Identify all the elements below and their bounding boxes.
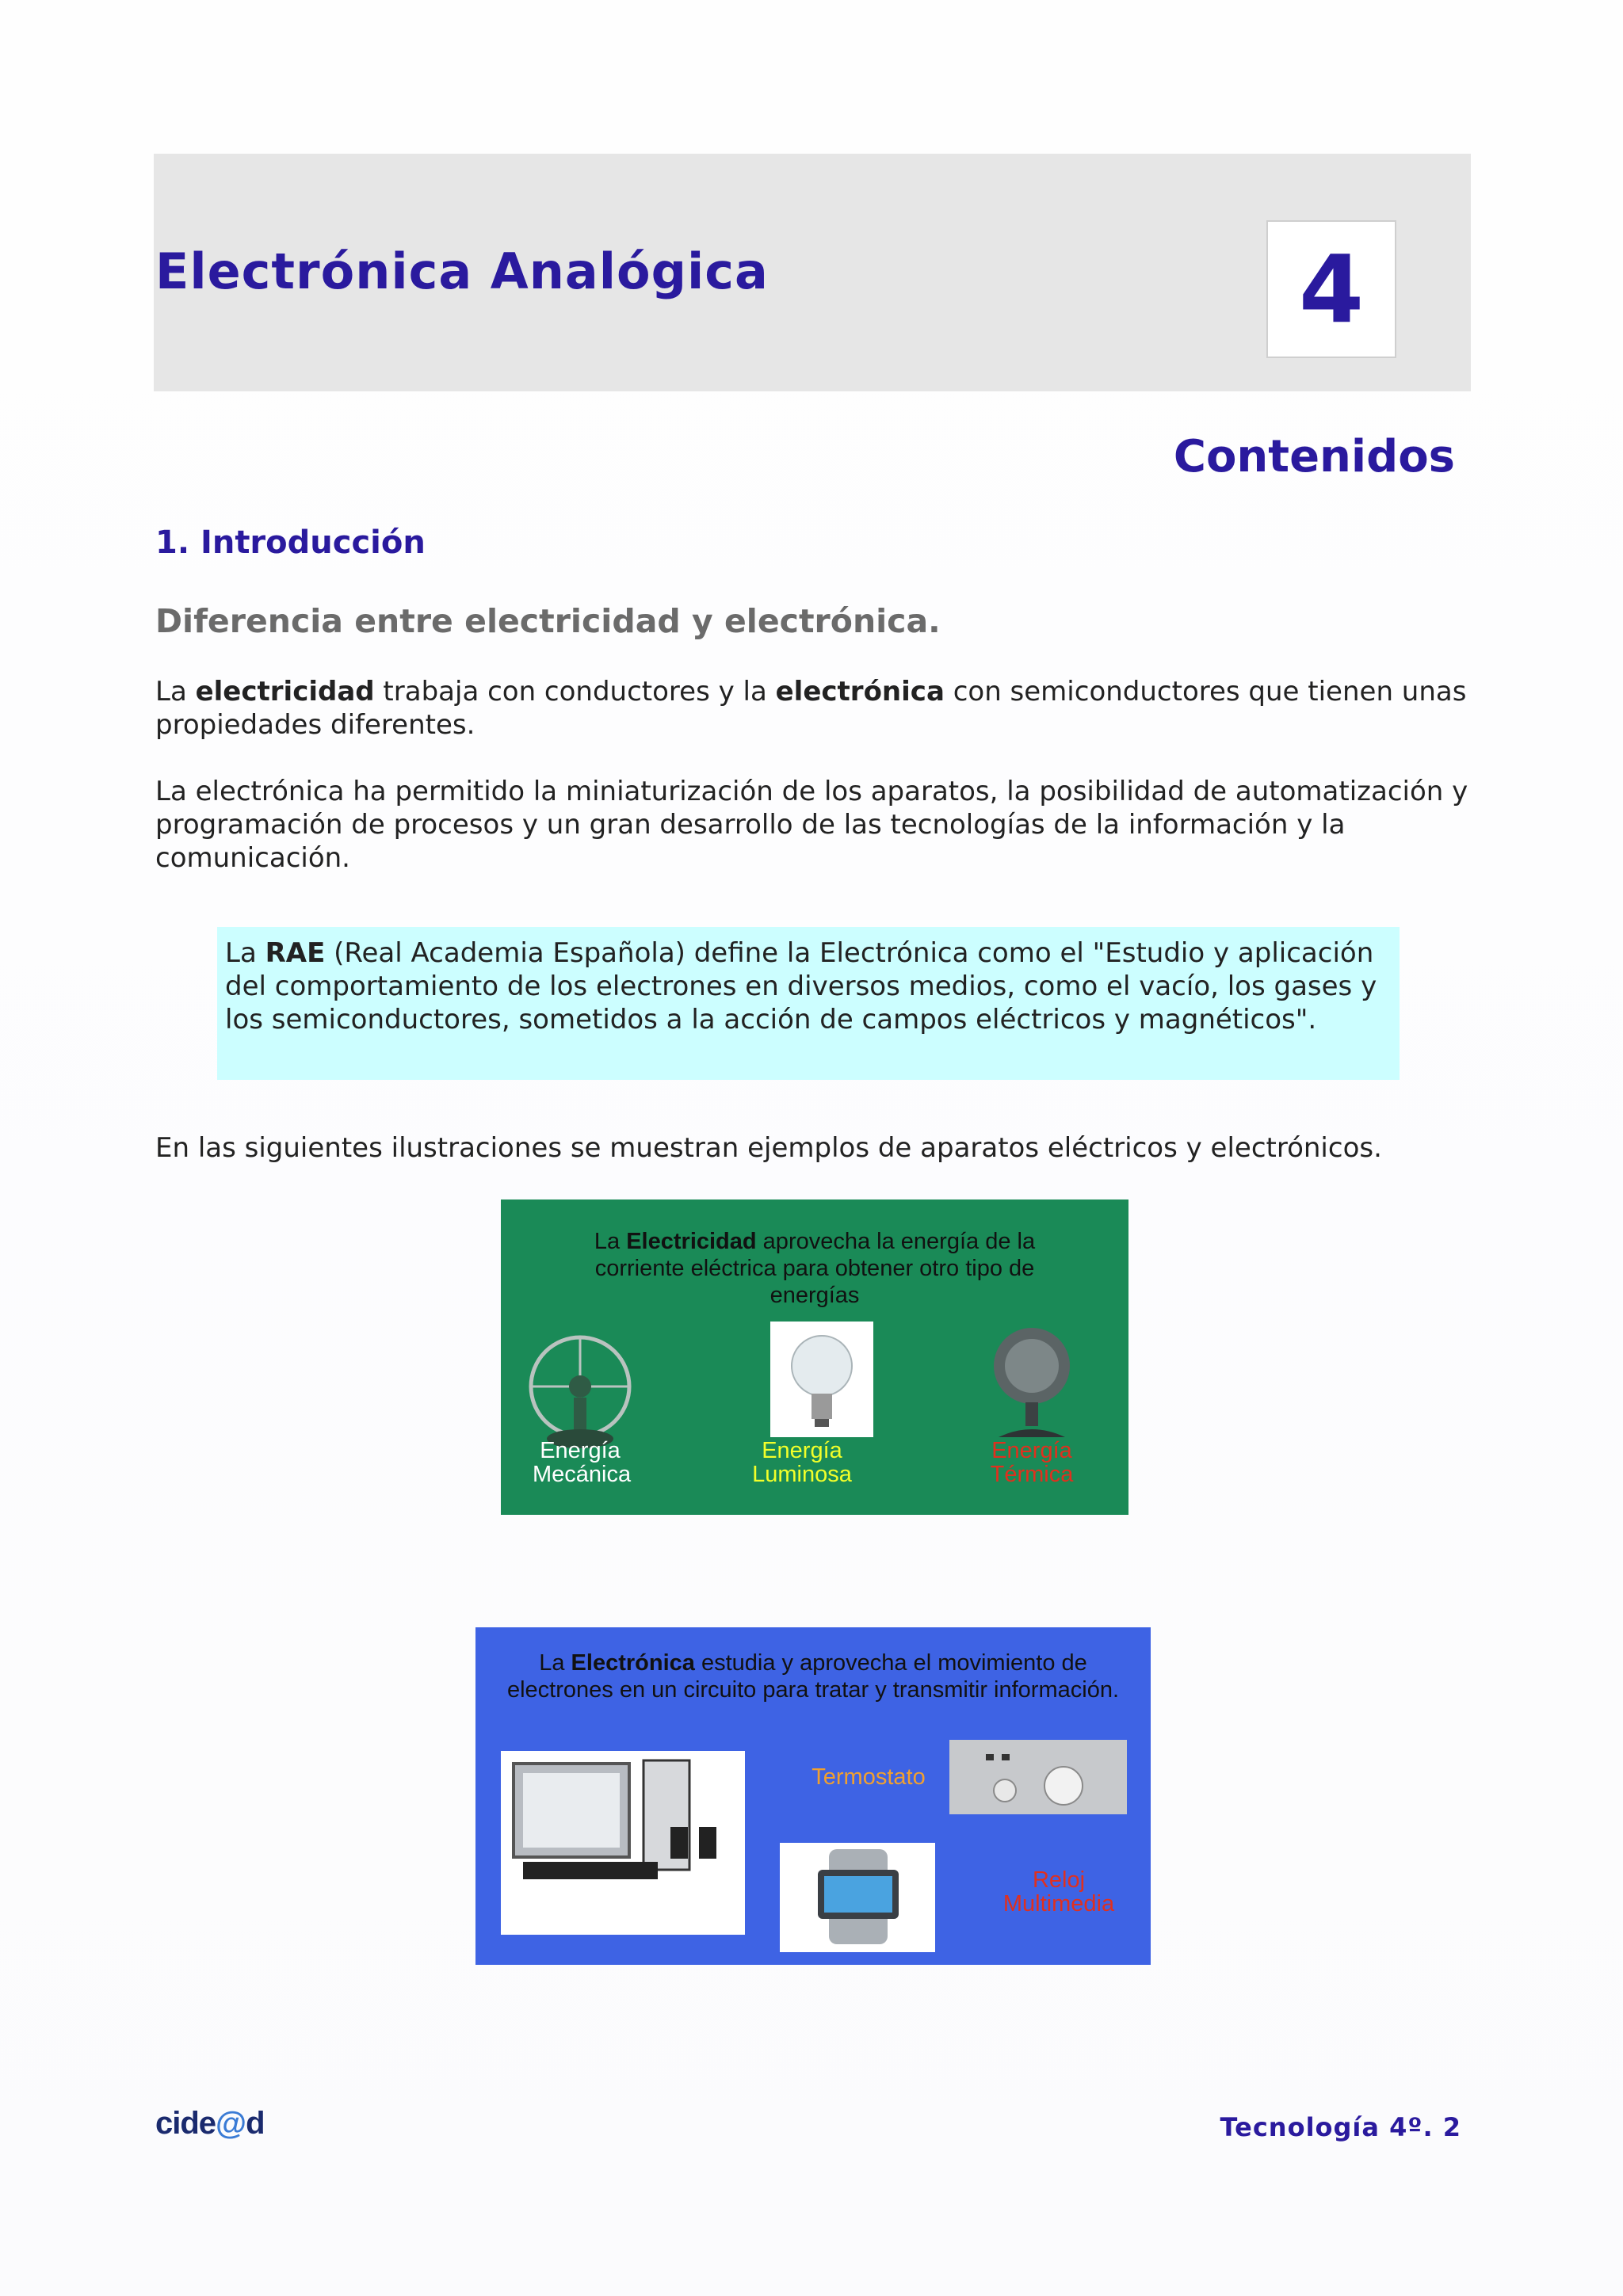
text: estudia y aprovecha el movimiento de electrones en un circuito para tratar y transmitir información. bbox=[506, 1650, 1120, 1703]
logo-text: cide bbox=[155, 2106, 216, 2141]
fan-icon bbox=[531, 1337, 629, 1448]
watch-icon bbox=[780, 1843, 935, 1952]
label-line: Energía bbox=[762, 1438, 842, 1463]
bold-term: RAE bbox=[265, 937, 326, 969]
label-line: Energía bbox=[540, 1438, 621, 1463]
label-line: Térmica bbox=[990, 1462, 1074, 1487]
bold-term: electricidad bbox=[195, 676, 375, 707]
cidead-logo bbox=[155, 2106, 265, 2142]
logo-at: @ bbox=[216, 2106, 246, 2141]
label-line: Multimedia bbox=[1002, 1891, 1115, 1917]
text: (Real Academia Española) define la Electrónica como el "Estudio y aplicación del comportamiento de los electrones en diversos medios, como el vacío, los gases y los semiconductores, sometidos a la acción de campos eléctricos y magnéticos". bbox=[225, 937, 1377, 1035]
bold-term: Electricidad bbox=[626, 1229, 757, 1254]
text: La bbox=[539, 1650, 571, 1676]
thermostat-icon bbox=[949, 1740, 1127, 1814]
chapter-number-box: 4 bbox=[1266, 220, 1396, 358]
section-title: 1. Introducción bbox=[155, 524, 426, 561]
rae-definition-box bbox=[217, 927, 1400, 1080]
energy-thermal-label bbox=[976, 1439, 1087, 1486]
label-line: Mecánica bbox=[533, 1462, 632, 1487]
paragraph-miniaturization: La electrónica ha permitido la miniaturización de los aparatos, la posibilidad de automatización y programación de procesos y un gran desarrollo de las tecnologías de la información y la comunicación. bbox=[155, 776, 1468, 874]
paragraph-illustrations-intro: En las siguientes ilustraciones se muestran ejemplos de aparatos eléctricos y electrónicos. bbox=[155, 1132, 1382, 1164]
label-line: Reloj bbox=[1032, 1867, 1086, 1893]
footer-subject-page: Tecnología 4º. 2 bbox=[1220, 2112, 1461, 2142]
text: aprovecha la energía de la corriente eléctrica para obtener otro tipo de energías bbox=[594, 1229, 1036, 1308]
thermostat-label: Termostato bbox=[812, 1764, 926, 1790]
electronics-illustration bbox=[475, 1627, 1151, 1965]
text: trabaja con conductores y la bbox=[374, 676, 776, 707]
chapter-title: Electrónica Analógica bbox=[155, 242, 769, 300]
computer-label: Ordenador bbox=[555, 1912, 666, 1937]
bold-term: Electrónica bbox=[571, 1650, 695, 1676]
label-line: Energía bbox=[991, 1438, 1072, 1463]
bold-term: electrónica bbox=[775, 676, 945, 707]
text: con semiconductores que tienen unas propiedades diferentes. bbox=[155, 676, 1467, 741]
text: La bbox=[594, 1229, 627, 1254]
contents-heading: Contenidos bbox=[1173, 431, 1455, 482]
watch-label bbox=[980, 1868, 1138, 1916]
logo-text: d bbox=[246, 2106, 265, 2141]
paragraph-electricity-vs-electronics bbox=[155, 675, 1471, 742]
electricity-illustration bbox=[501, 1199, 1128, 1515]
heater-icon bbox=[994, 1328, 1070, 1437]
energy-light-label bbox=[739, 1439, 865, 1486]
subsection-title: Diferencia entre electricidad y electrónica. bbox=[155, 602, 941, 640]
text: La bbox=[155, 676, 196, 707]
computer-icon bbox=[501, 1751, 745, 1935]
chapter-header bbox=[154, 154, 1471, 391]
light-bulb-icon bbox=[770, 1322, 873, 1437]
label-line: Luminosa bbox=[752, 1462, 852, 1487]
energy-mechanical-label bbox=[533, 1438, 632, 1487]
text: La bbox=[225, 937, 265, 969]
